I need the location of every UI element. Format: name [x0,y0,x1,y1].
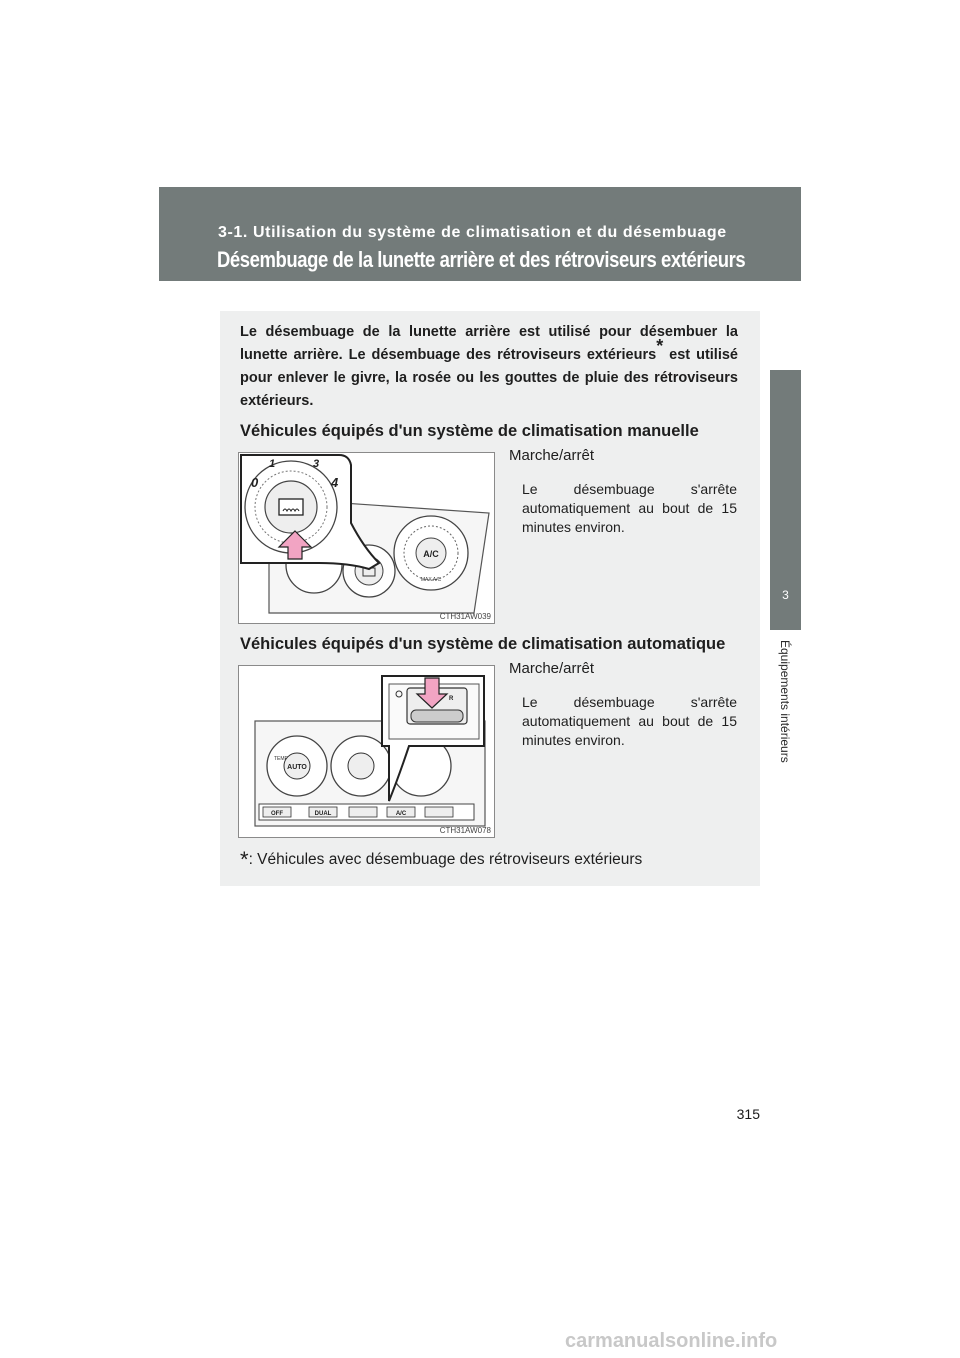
label-on-off-manual: Marche/arrêt [509,447,595,464]
ac-button-label: A/C [395,811,407,817]
page-title: Désembuage de la lunette arrière et des rétroviseurs extérieurs [217,247,746,272]
label-on-off-auto: Marche/arrêt [509,660,595,677]
dual-button-label: DUAL [314,811,332,817]
chapter-label-text: Équipements intérieurs [778,640,792,763]
heading-manual-climate: Véhicules équipés d'un système de climatisation manuelle [240,422,699,440]
intro-paragraph [240,321,738,413]
desc-manual: Le désembuage s'arrête automatiquement au bout de 15 minutes environ. [522,481,737,535]
figure-manual-climate [238,452,495,624]
desc-auto: Le désembuage s'arrête automatiquement au bout de 15 minutes environ. [522,694,737,748]
figure-auto-climate [238,665,495,838]
heading-auto-climate: Véhicules équipés d'un système de climatisation automatique [240,635,726,653]
off-button-label: OFF [271,811,283,817]
rear-defog-button-icon [279,499,303,515]
rear-button-label: R [449,696,454,702]
max-ac-label: MAX A/C [420,577,442,583]
page-number: 315 [736,1106,760,1122]
footnote [240,844,642,870]
temp-label: TEMP [274,756,288,762]
svg-text:0: 0 [251,475,259,490]
content-panel [220,311,760,886]
intro-text-1: Le désembuage de la lunette arrière est utilisé pour désembuer la lunette arrière. Le désembuage des rétroviseurs extérieurs [240,324,738,363]
figure-code: CTH31AW039 [439,612,491,621]
section-title: 3-1. Utilisation du système de climatisation et du désembuage [218,224,727,241]
auto-climate-illustration [239,666,494,837]
chapter-tab[interactable] [770,370,801,630]
footnote-marker: * [656,336,664,357]
figure-code: CTH31AW078 [439,826,491,835]
watermark: carmanualsonline.info [565,1330,778,1352]
chapter-label [775,640,795,810]
footnote-star: * [240,847,249,872]
chapter-number: 3 [782,588,789,602]
intro-text-2: est utilisé pour enlever le givre, la rosée ou les gouttes de pluie des rétroviseurs extérieurs. [240,347,738,409]
svg-text:4: 4 [331,475,339,490]
chapter-header [159,187,801,281]
svg-text:3: 3 [313,458,320,470]
manual-climate-illustration [239,453,494,623]
auto-button-label: AUTO [287,764,307,771]
svg-text:1: 1 [269,458,276,470]
ac-dial-label: A/C [423,549,439,559]
footnote-text: : Véhicules avec désembuage des rétroviseurs extérieurs [248,851,643,868]
